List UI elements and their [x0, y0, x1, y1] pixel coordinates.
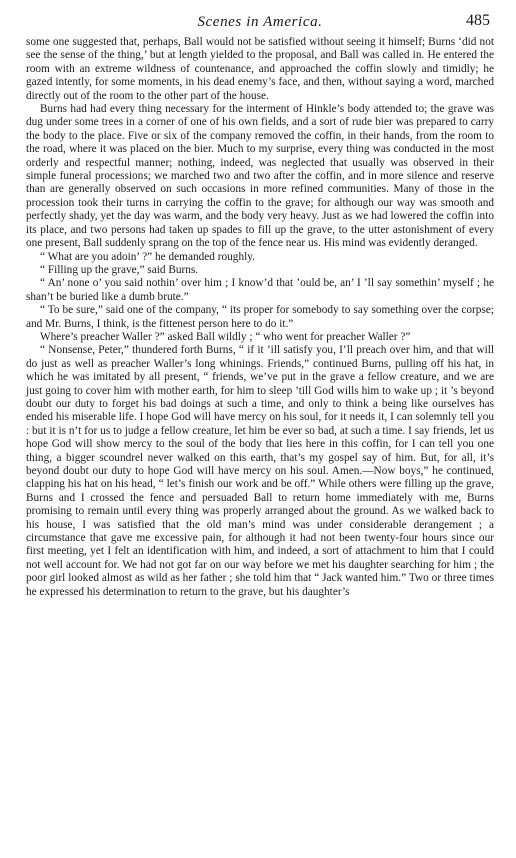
running-head	[26, 6, 494, 36]
body-text	[26, 36, 494, 599]
paragraph-continued: some one suggested that, perhaps, Ball would not be satisfied without seeing it himself; Burns ‘did not see the sense of the thing,’ but at length yielded to the proposal, and Ball was called in. He entered the room with an extreme wildness of countenance, and approached the coffin slowly and timidly; he gazed intently, for some moments, in his dead enemy’s face, and then, without saying a word, marched directly out of the room to the other part of the house.	[26, 36, 494, 102]
page-number: 485	[466, 12, 490, 29]
dialogue-line: “ What are you adoin’ ?” he demanded roughly.	[40, 250, 255, 263]
dialogue-line: “ An’ none o’ you said nothin’ over him ; I know’d that ’ould be, an’ I ’ll say somethin’ myself ; he shan’t be buried like a dumb brute.”	[26, 277, 494, 303]
paragraph-sermon: “ Nonsense, Peter,” thundered forth Burns, “ if it ’ill satisfy you, I’ll preach over him, and that will do just as well as preacher Waller’s long whinings. Friends,” continued Burns, pulling off his hat, in which he was imitated by all present, “ friends, we’ve put in the grave a fellow creature, and we are just going to cover him with mother earth, for him to sleep ’till God wills him to wake up ; it ’s beyond doubt our duty to forget his bad doings at such a time, and only to think a being like ourselves has ended his miserable life. I hope God will have mercy on his soul, for it needs it, I can solemnly tell you : but it is n’t for us to judge a fellow creature, let him be ever so bad, at such a time. I say friends, let us hope God will show mercy to the soul of the body that lies here in this coffin, for I can tell you one thing, a bigger scoundrel never walked on this earth, that’s my gospel say of him. But, for all, it’s beyond doubt our duty to hope God will have mercy on his soul. Amen.—Now boys,” he continued, clapping his hat on his head, “ let’s finish our work and be off.” While others were filling up the grave, Burns and I crossed the fence and persuaded Ball to return home immediately with me, Burns promising to remain until every thing was properly arranged about the ground. As we walked back to his house, I was satisfied that the old man’s mind was under considerable derangement ; a circumstance that gave me excessive pain, for although it had not been twenty-four hours since our first meeting, yet I felt an identification with him, and indeed, a sort of attachment to him that I could not well account for. We had not got far on our way before we met his daughter searching for him ; the poor girl looked almost as wild as her father ; she told him that “ Jack wanted him.” Two or three times he expressed his determination to return to the grave, but his daughter’s	[26, 344, 494, 598]
dialogue-line: “ To be sure,” said one of the company, “ its proper for somebody to say something over the corpse; and Mr. Burns, I think, is the fittenest person here to do it.”	[26, 304, 494, 330]
paragraph-burial: Burns had had every thing necessary for the interment of Hinkle’s body attended to; the grave was dug under some trees in a corner of one of his own fields, and a sort of rude bier was prepared to carry the body to the place. Five or six of the company removed the coffin, in their hands, from the room to the road, where it was placed on the bier. Much to my surprise, every thing was conducted in the most orderly and respectful manner; nothing, indeed, was neglected that usually was observed in their simple funeral processions; we marched two and two after the coffin, and in more silence and reserve than are generally observed on such occasions in more refined communities. Many of those in the procession took their turns in carrying the coffin to the grave; for although our way was smooth and perfectly shady, yet the day was warm, and the body very heavy. Just as we had lowered the coffin into its place, and two persons had taken up spades to fill up the grave, to the utter astonishment of every one present, Ball suddenly sprang on the top of the fence near us. His mind was evidently deranged.	[26, 103, 494, 250]
dialogue-line: “ Filling up the grave,” said Burns.	[40, 263, 199, 276]
running-title: Scenes in America.	[197, 14, 323, 30]
dialogue-line: Where’s preacher Waller ?” asked Ball wildly ; “ who went for preacher Waller ?”	[40, 330, 411, 343]
